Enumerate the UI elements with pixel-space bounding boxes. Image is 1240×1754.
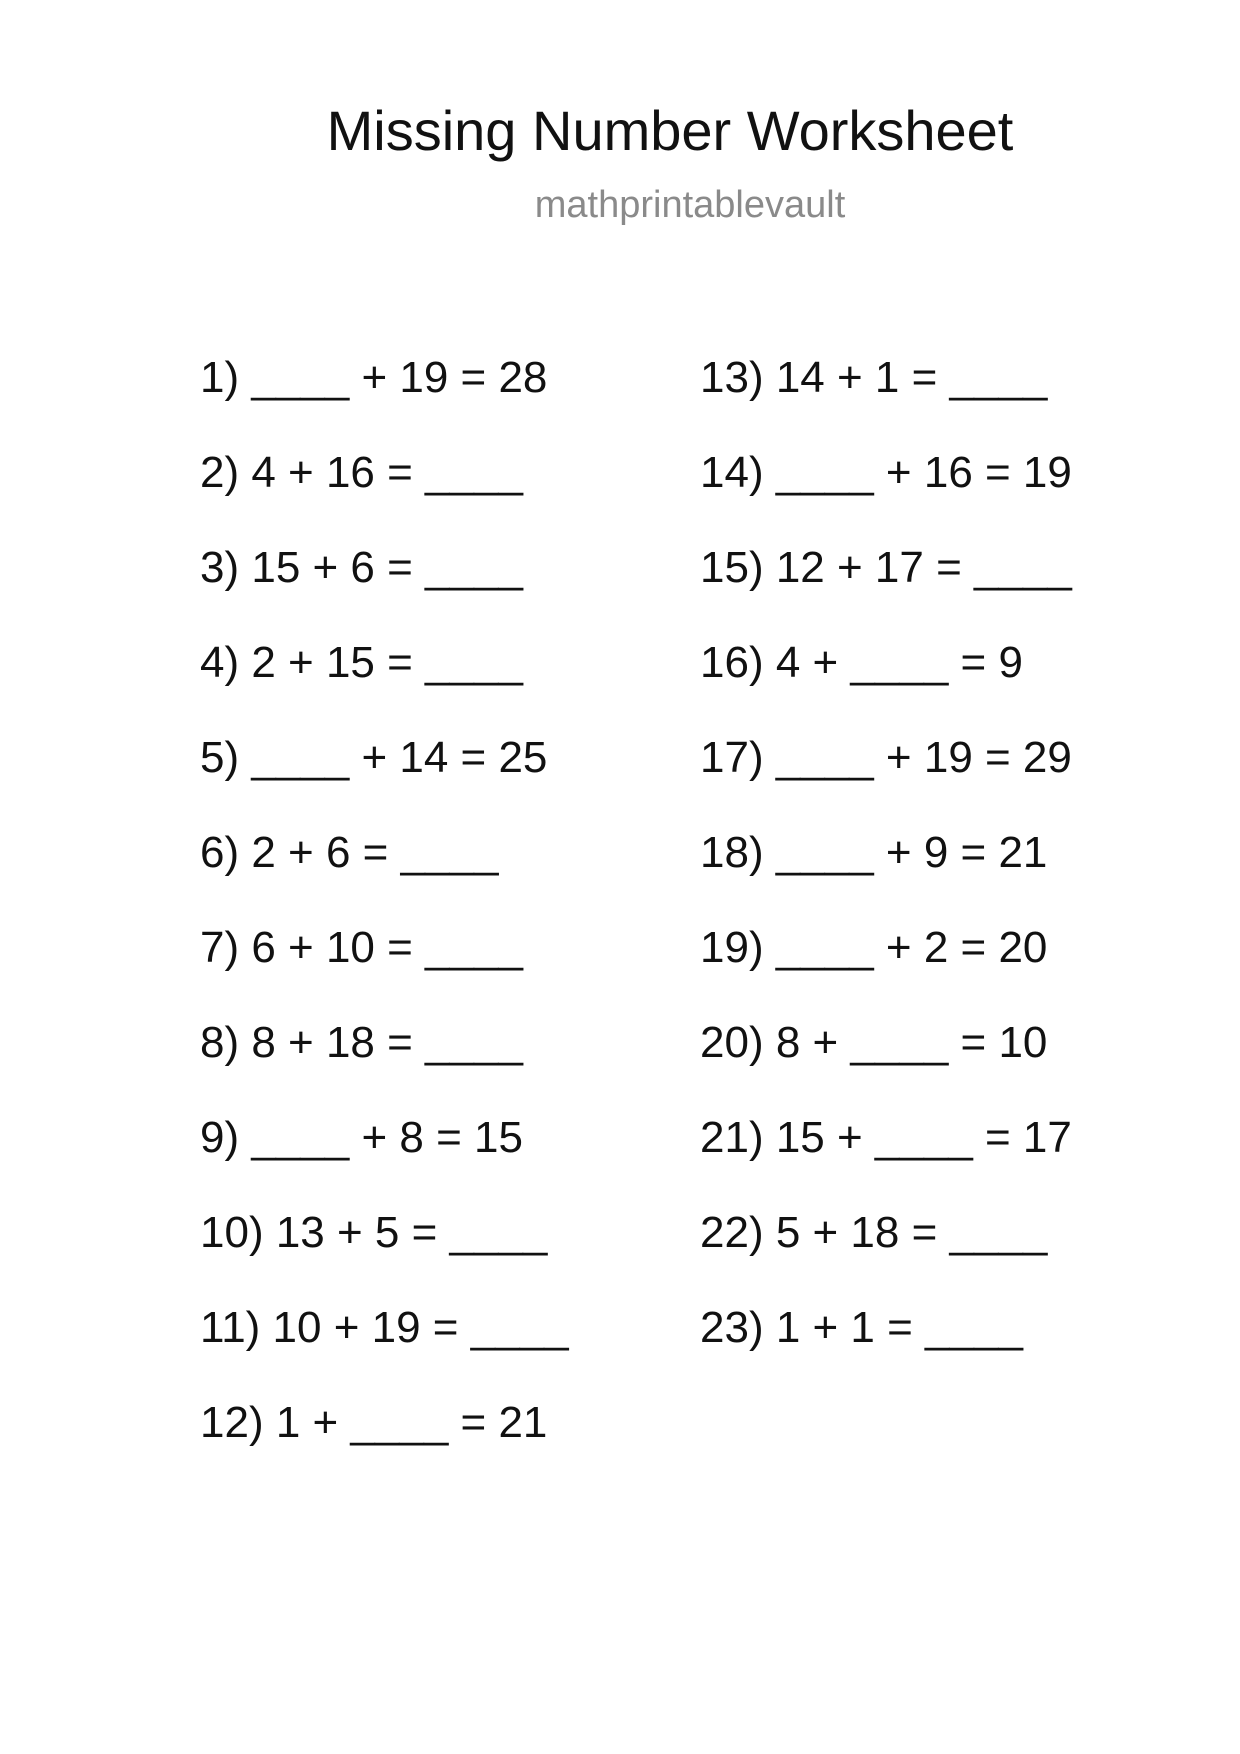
problems-column-left <box>200 350 670 1490</box>
worksheet-subtitle: mathprintablevault <box>534 184 846 226</box>
worksheet-title: Missing Number Worksheet <box>326 99 1014 162</box>
problem-20: 20) 8 + ____ = 10 <box>700 1018 1048 1067</box>
problem-2: 2) 4 + 16 = ____ <box>200 448 523 497</box>
problem-11: 11) 10 + 19 = ____ <box>200 1303 569 1352</box>
problem-13: 13) 14 + 1 = ____ <box>700 353 1048 402</box>
problem-22: 22) 5 + 18 = ____ <box>700 1208 1048 1257</box>
problem-12: 12) 1 + ____ = 21 <box>200 1398 548 1447</box>
problem-5: 5) ____ + 14 = 25 <box>200 733 548 782</box>
problem-16: 16) 4 + ____ = 9 <box>700 638 1023 687</box>
problems-column-right <box>700 350 1160 1395</box>
problem-18: 18) ____ + 9 = 21 <box>700 828 1048 877</box>
problem-15: 15) 12 + 17 = ____ <box>700 543 1072 592</box>
problem-9: 9) ____ + 8 = 15 <box>200 1113 523 1162</box>
problem-3: 3) 15 + 6 = ____ <box>200 543 523 592</box>
problem-19: 19) ____ + 2 = 20 <box>700 923 1048 972</box>
problem-14: 14) ____ + 16 = 19 <box>700 448 1072 497</box>
problem-8: 8) 8 + 18 = ____ <box>200 1018 523 1067</box>
problem-21: 21) 15 + ____ = 17 <box>700 1113 1072 1162</box>
problem-23: 23) 1 + 1 = ____ <box>700 1303 1023 1352</box>
problem-17: 17) ____ + 19 = 29 <box>700 733 1072 782</box>
problem-10: 10) 13 + 5 = ____ <box>200 1208 548 1257</box>
problem-6: 6) 2 + 6 = ____ <box>200 828 499 877</box>
problem-4: 4) 2 + 15 = ____ <box>200 638 523 687</box>
problem-7: 7) 6 + 10 = ____ <box>200 923 523 972</box>
problem-1: 1) ____ + 19 = 28 <box>200 353 548 402</box>
